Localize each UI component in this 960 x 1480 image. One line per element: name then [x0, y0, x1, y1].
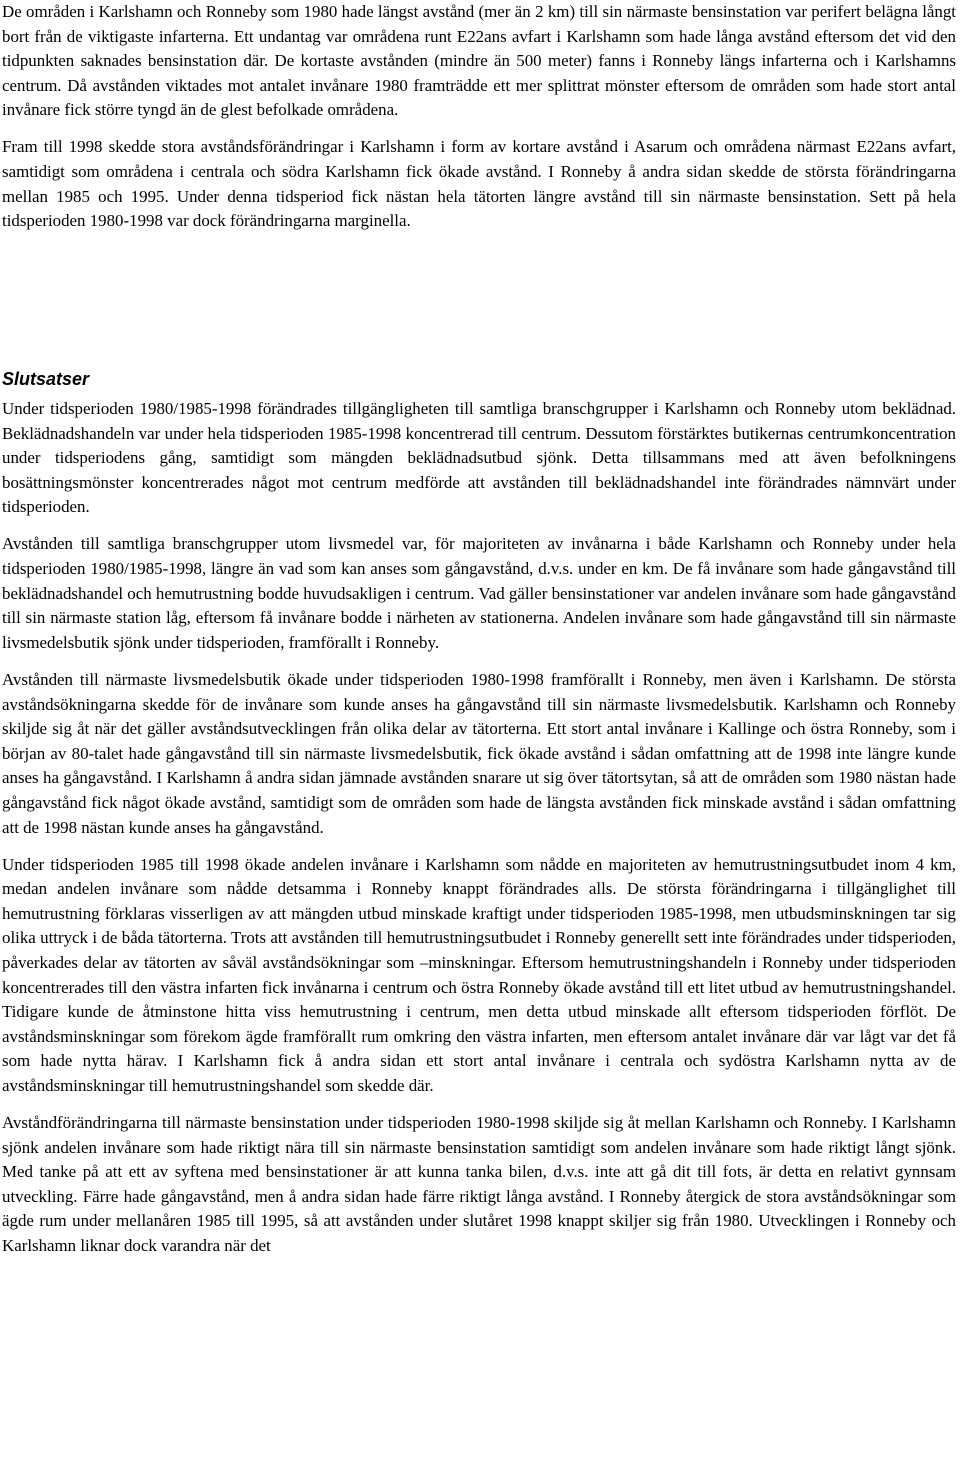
paragraph: Avstånden till samtliga branschgrupper utom livsmedel var, för majoriteten av invånarna i både Karlshamn och Ronneby under hela tidsperioden 1980/1985-1998, längre än vad som kan anses som gångavstånd, d.v.s. under en km. De få invånare som hade gångavstånd till beklädnadshandel och hemutrustning bodde huvudsakligen i centrum. Vad gäller bensinstationer var andelen invånare som hade gångavstånd till sin närmaste station låg, eftersom få invånare bodde i närheten av stationerna. Andelen invånare som hade gångavstånd till sin närmaste livsmedelsbutik sjönk under tidsperioden, framförallt i Ronneby. — [2, 534, 956, 652]
conclusions-section — [2, 397, 956, 1259]
paragraph: Under tidsperioden 1985 till 1998 ökade andelen invånare i Karlshamn som nådde en majoriteten av hemutrustningsutbudet inom 4 km, medan andelen invånare som nådde detsamma i Ronneby knappt förändrades alls. De största förändringarna i tillgänglighet till hemutrustning förklaras visserligen av att mängden utbud minskade kraftigt under tidsperioden 1985-1998, men utbudsminskningen tar sig olika uttryck i de båda tätorterna. Trots att avstånden till hemutrustningsutbudet i Ronneby generellt sett inte förändrades under tidsperioden, påverkades delar av tätorten av såväl avståndsökningar som –minskningar. Eftersom hemutrustningshandeln i Ronneby under tidsperioden koncentrerades till den västra infarten fick invånarna i centrum och östra Ronneby ökade avstånd till ett litet utbud av hemutrustningshandel. Tidigare kunde de åtminstone hitta viss hemutrustning i centrum, men detta utbud minskade allt eftersom tidsperioden förflöt. De avståndsminskningar som förekom ägde framförallt rum omkring den västra infarten, men eftersom antalet invånare där var lågt var det få som hade nytta härav. I Karlshamn fick å andra sidan ett stort antal invånare i centrala och sydöstra Karlshamn nytta av de avståndsminskningar till hemutrustningshandel som skedde där. — [2, 854, 956, 1095]
intro-section — [2, 0, 956, 234]
paragraph: Under tidsperioden 1980/1985-1998 förändrades tillgängligheten till samtliga branschgrupper i Karlshamn och Ronneby utom beklädnad. Beklädnadshandeln var under hela tidsperioden 1985-1998 koncentrerad till centrum. Dessutom förstärktes butikernas centrumkoncentration under tidsperiodens gång, samtidigt som mängden beklädnadsutbud sjönk. Detta tillsammans med att även befolkningens bosättningsmönster koncentrerades något mot centrum medförde att avstånden till beklädnadshandel inte förändrades nämnvärt under tidsperioden. — [2, 399, 956, 517]
paragraph: De områden i Karlshamn och Ronneby som 1980 hade längst avstånd (mer än 2 km) till sin närmaste bensinstation var perifert belägna långt bort från de viktigaste infarterna. Ett undantag var områdena runt E22ans avfart i Karlshamn som hade långa avstånd eftersom det vid den tidpunkten saknades bensinstation där. De kortaste avstånden (mindre än 500 meter) fanns i Ronneby längs infarterna och i Karlshamns centrum. Då avstånden viktades mot antalet invånare 1980 framträdde ett mer splittrat mönster eftersom de områden som hade stort antal invånare fick större tyngd än de glest befolkade områdena. — [2, 2, 956, 120]
paragraph: Fram till 1998 skedde stora avståndsförändringar i Karlshamn i form av kortare avstånd i Asarum och områdena närmast E22ans avfart, samtidigt som områdena i centrala och södra Karlshamn fick ökade avstånd. I Ronneby å andra sidan skedde de största förändringarna mellan 1985 och 1995. Under denna tidsperiod fick nästan hela tätorten längre avstånd till sin närmaste bensinstation. Sett på hela tidsperioden 1980-1998 var dock förändringarna marginella. — [2, 137, 956, 231]
paragraph: Avståndförändringarna till närmaste bensinstation under tidsperioden 1980-1998 skiljde sig åt mellan Karlshamn och Ronneby. I Karlshamn sjönk andelen invånare som hade riktigt nära till sin närmaste bensinstation samtidigt som andelen invånare som hade riktigt långt sjönk. Med tanke på att ett av syftena med bensinstationer är att kunna tanka bilen, d.v.s. inte att gå dit till fots, är detta en relativt gynnsam utveckling. Färre hade gångavstånd, men å andra sidan hade färre riktigt långa avstånd. I Ronneby återgick de stora avståndsökningar som ägde rum under mellanåren 1985 till 1995, så att avstånden under slutåret 1998 knappt skiljer sig från 1980. Utvecklingen i Ronneby och Karlshamn liknar dock varandra när det — [2, 1113, 956, 1255]
section-heading: Slutsatser — [2, 369, 90, 389]
paragraph: Avstånden till närmaste livsmedelsbutik ökade under tidsperioden 1980-1998 framförallt i Ronneby, men även i Karlshamn. De största avståndsökningarna skedde för de invånare som kunde anses ha gångavstånd till sin närmaste livsmedelsbutik. Karlshamn och Ronneby skiljde sig åt när det gäller avståndsutvecklingen från olika delar av tätorterna. Ett stort antal invånare i Kallinge och östra Ronneby, som i början av 80-talet hade gångavstånd till sin närmaste livsmedelsbutik, fick ökade avstånd i sådan omfattning att de 1998 inte längre kunde anses ha gångavstånd. I Karlshamn å andra sidan jämnade avstånden snarare ut sig över tätortsytan, så att de områden som 1980 nästan hade gångavstånd fick något ökade avstånd, samtidigt som de områden som hade de längsta avstånden fick minskade avstånd i sådan omfattning att de 1998 nästan kunde anses ha gångavstånd. — [2, 669, 956, 837]
